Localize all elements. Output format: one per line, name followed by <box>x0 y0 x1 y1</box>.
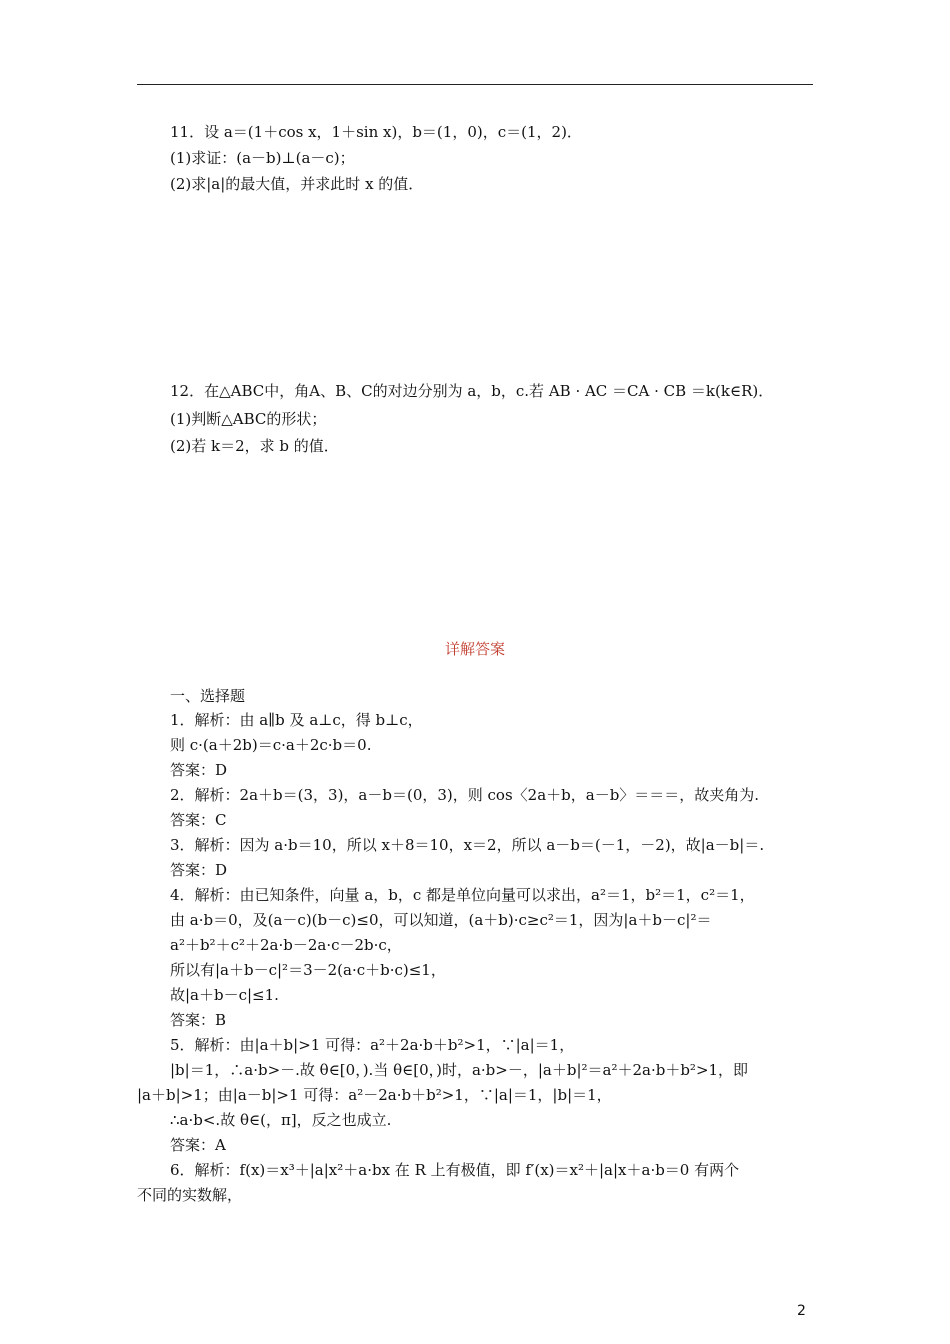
answer-line: 3．解析：因为 a·b＝10，所以 x＋8＝10，x＝2，所以 a－b＝(－1，－2)，故|a－b|＝. <box>170 836 765 854</box>
answer-line: 不同的实数解， <box>137 1186 243 1204</box>
problem-12-stem: 12．在△ABC中，角A、B、C的对边分别为 a，b，c.若 AB · AC ＝CA · CB ＝k(k∈R)． <box>170 382 774 400</box>
answer-line: 答案：D <box>170 761 228 779</box>
answer-line: 由 a·b＝0，及(a－c)(b－c)≤0，可以知道，(a＋b)·c≥c²＝1，因为|a＋b－c|²＝ <box>170 911 712 929</box>
answer-line: 6．解析：f(x)＝x³＋|a|x²＋a·bx 在 R 上有极值，即 f′(x)＝x²＋|a|x＋a·b＝0 有两个 <box>170 1161 740 1179</box>
problem-12-part-1: (1)判断△ABC的形状； <box>170 410 327 428</box>
answers-title: 详解答案 <box>444 640 505 658</box>
problem-11-part-1: (1)求证：(a－b)⊥(a－c)； <box>170 149 355 167</box>
problem-11-stem: 11．设 a＝(1＋cos x，1＋sin x)，b＝(1，0)，c＝(1，2)． <box>170 123 582 141</box>
answer-line: 答案：B <box>170 1011 227 1029</box>
problem-11-part-2: (2)求|a|的最大值，并求此时 x 的值． <box>170 175 424 193</box>
problem-12-part-2: (2)若 k＝2，求 b 的值． <box>170 437 339 455</box>
header-rule <box>137 84 813 85</box>
answer-line: |a＋b|>1；由|a－b|>1 可得：a²－2a·b＋b²>1，∵|a|＝1，|b|＝1， <box>137 1086 612 1104</box>
answer-line: a²＋b²＋c²＋2a·b－2a·c－2b·c， <box>170 936 402 954</box>
answer-line: 5．解析：由|a＋b|>1 可得：a²＋2a·b＋b²>1，∵|a|＝1， <box>170 1036 575 1054</box>
answer-line: 答案：D <box>170 861 228 879</box>
page-number: 2 <box>797 1303 806 1319</box>
answer-line: 2．解析：2a＋b＝(3，3)，a－b＝(0，3)，则 cos〈2a＋b，a－b〉＝＝＝，故夹角为. <box>170 786 760 804</box>
answer-line: 4．解析：由已知条件，向量 a，b，c 都是单位向量可以求出，a²＝1，b²＝1，c²＝1， <box>170 886 755 904</box>
answer-line: 则 c·(a＋2b)＝c·a＋2c·b＝0. <box>170 736 372 754</box>
answer-line: 一、选择题 <box>170 687 246 705</box>
answer-line: 答案：C <box>170 811 227 829</box>
answer-line: ∴a·b<.故 θ∈(，π]，反之也成立. <box>170 1111 392 1129</box>
answer-line: 故|a＋b－c|≤1. <box>170 986 279 1004</box>
answer-line: 所以有|a＋b－c|²＝3－2(a·c＋b·c)≤1， <box>170 961 446 979</box>
answer-line: 1．解析：由 a∥b 及 a⊥c，得 b⊥c， <box>170 711 423 729</box>
answer-line: |b|＝1，∴a·b>－.故 θ∈[0，).当 θ∈[0，)时，a·b>－，|a＋b|²＝a²＋2a·b＋b²>1，即 <box>170 1061 749 1079</box>
answer-line: 答案：A <box>170 1136 226 1154</box>
